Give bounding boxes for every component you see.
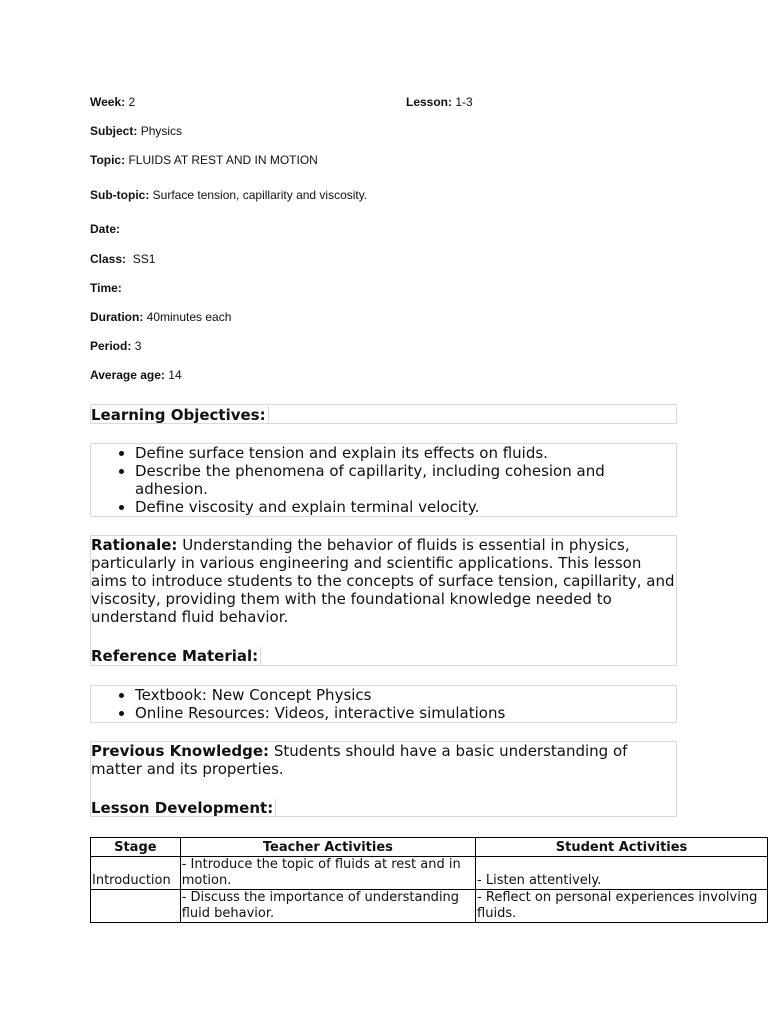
- objective-item: • Define surface tension and explain its effects on fluids.: [135, 444, 676, 462]
- column-header-teacher: Teacher Activities: [180, 838, 475, 857]
- duration-label: Duration:: [90, 310, 144, 324]
- objectives-box: [90, 443, 677, 517]
- week-label: Week:: [90, 95, 126, 109]
- rationale-paragraph: [91, 536, 676, 626]
- objective-item: • Define viscosity and explain terminal velocity.: [135, 498, 676, 516]
- class-label: Class:: [90, 252, 127, 266]
- subtopic-label: Sub-topic:: [90, 188, 150, 202]
- week-line: [90, 95, 135, 109]
- table-header-row: [91, 838, 768, 857]
- duration-line: [90, 310, 231, 324]
- age-value: 14: [168, 368, 182, 382]
- student-activity-cell: - Listen attentively.: [476, 857, 768, 890]
- subject-value: Physics: [140, 124, 183, 138]
- age-line: [90, 368, 182, 382]
- rationale-text: Understanding the behavior of fluids is essential in physics, particularly in various engineering and scientific applications. This lesson aims to introduce students to the concepts of surface tension, capillarity, and viscosity, providing them with the foundational knowledge needed to understand fluid behavior.: [91, 536, 675, 626]
- reference-heading: Reference Material:: [91, 647, 261, 665]
- period-line: [90, 339, 141, 353]
- previous-knowledge-paragraph: [91, 742, 676, 778]
- previous-knowledge-text: Students should have a basic understanding of matter and its properties.: [91, 742, 628, 778]
- week-value: 2: [128, 95, 136, 109]
- column-header-student: Student Activities: [476, 838, 768, 857]
- objectives-heading: Learning Objectives:: [91, 406, 269, 424]
- lesson-line: [406, 95, 473, 109]
- rationale-box: [90, 535, 677, 666]
- stage-cell: [91, 890, 181, 923]
- topic-value: FLUIDS AT REST AND IN MOTION: [128, 153, 318, 167]
- topic-label: Topic:: [90, 153, 126, 167]
- duration-value: 40minutes each: [146, 310, 232, 324]
- previous-knowledge-label: Previous Knowledge:: [91, 742, 270, 760]
- subject-label: Subject:: [90, 124, 138, 138]
- date-line: [90, 222, 120, 236]
- development-heading: Lesson Development:: [91, 799, 276, 817]
- class-line: [90, 252, 155, 266]
- topic-line: [90, 153, 318, 167]
- teacher-activity-cell: - Discuss the importance of understanding fluid behavior.: [180, 890, 475, 923]
- class-value: SS1: [132, 252, 156, 266]
- time-label: Time:: [90, 281, 122, 295]
- time-line: [90, 281, 122, 295]
- teacher-activity-cell: - Introduce the topic of fluids at rest and in motion.: [180, 857, 475, 890]
- reference-box: [90, 685, 677, 723]
- subtopic-line: [90, 188, 367, 202]
- table-row: [91, 857, 768, 890]
- date-label: Date:: [90, 222, 121, 236]
- reference-item: • Textbook: New Concept Physics: [135, 686, 676, 704]
- objectives-list: [91, 444, 676, 516]
- reference-list: [91, 686, 676, 722]
- column-header-stage: Stage: [91, 838, 181, 857]
- student-activity-cell: - Reflect on personal experiences involving fluids.: [476, 890, 768, 923]
- stage-cell: Introduction: [91, 857, 181, 890]
- subject-line: [90, 124, 182, 138]
- table-row: [91, 890, 768, 923]
- previous-knowledge-box: [90, 741, 677, 817]
- reference-item: • Online Resources: Videos, interactive simulations: [135, 704, 676, 722]
- subtopic-value: Surface tension, capillarity and viscosity.: [152, 188, 368, 202]
- lesson-value: 1-3: [455, 95, 473, 109]
- lesson-label: Lesson:: [406, 95, 453, 109]
- period-label: Period:: [90, 339, 132, 353]
- objectives-heading-box: [90, 404, 677, 424]
- period-value: 3: [134, 339, 142, 353]
- objective-item: • Describe the phenomena of capillarity, including cohesion and adhesion.: [135, 462, 676, 498]
- rationale-label: Rationale:: [91, 536, 178, 554]
- lesson-development-table: [90, 837, 768, 923]
- age-label: Average age:: [90, 368, 165, 382]
